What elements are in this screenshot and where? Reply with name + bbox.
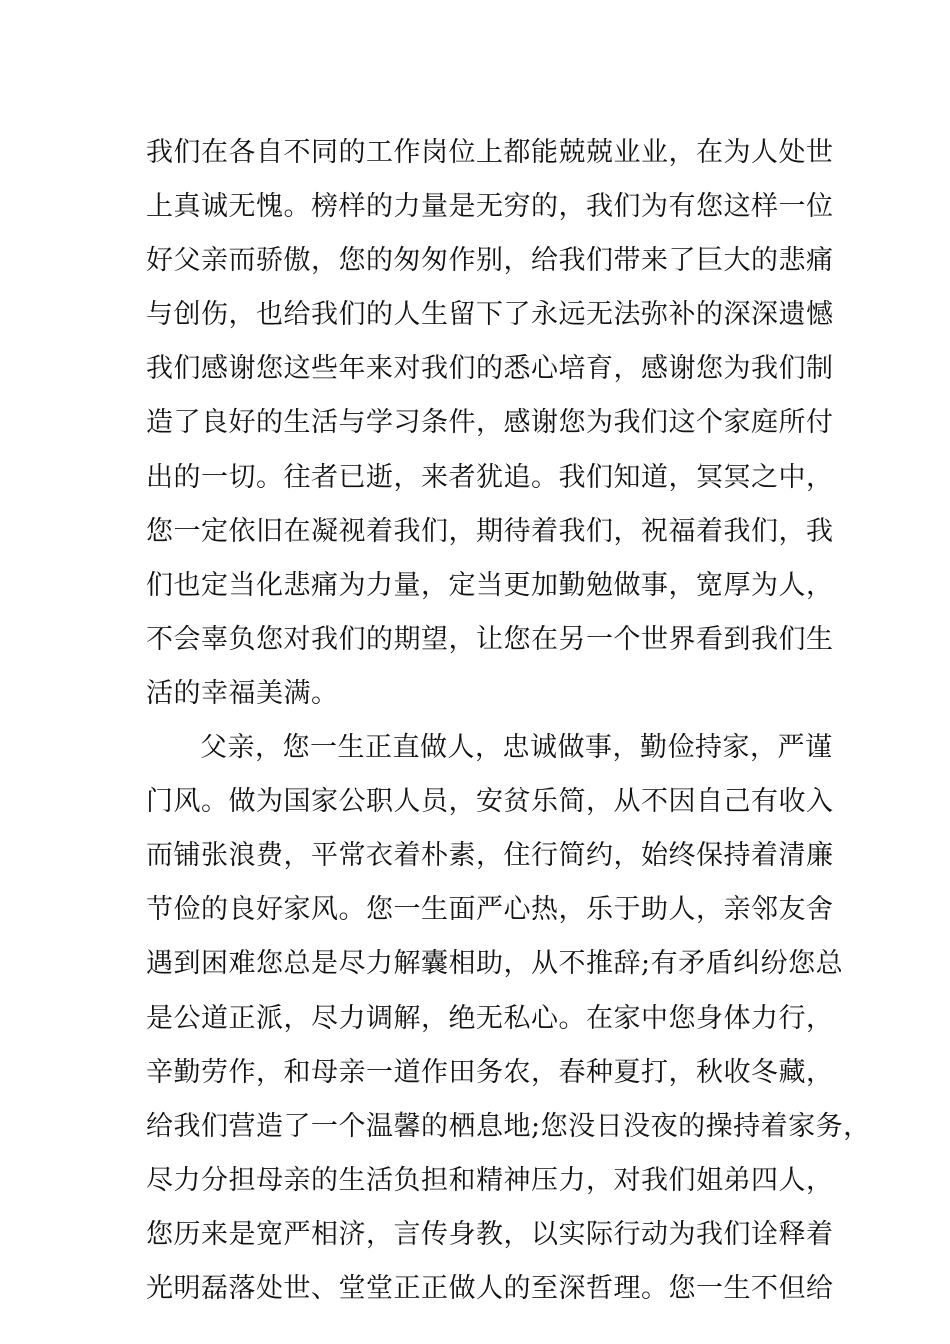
paragraph-first-line: 父亲，您一生正直做人，忠诚做事，勤俭持家，严谨 xyxy=(200,732,833,764)
text-line: 辛勤劳作，和母亲一道作田务农，春种夏打，秋收冬藏， xyxy=(146,1056,834,1088)
text-line: 而铺张浪费，平常衣着朴素，住行简约，始终保持着清廉 xyxy=(146,840,834,872)
text-line: 光明磊落处世、堂堂正正做人的至深哲理。您一生不但给 xyxy=(146,1272,834,1304)
text-line: 是公道正派，尽力调解，绝无私心。在家中您身体力行， xyxy=(146,1002,834,1034)
text-line: 我们感谢您这些年来对我们的悉心培育，感谢您为我们制 xyxy=(146,353,834,385)
text-line: 上真诚无愧。榜样的力量是无穷的，我们为有您这样一位 xyxy=(146,191,834,223)
text-line: 好父亲而骄傲，您的匆匆作别，给我们带来了巨大的悲痛 xyxy=(146,245,834,277)
text-line: 出的一切。往者已逝，来者犹追。我们知道，冥冥之中， xyxy=(146,461,834,493)
text-line: 节俭的良好家风。您一生面严心热，乐于助人，亲邻友舍 xyxy=(146,894,834,926)
text-line: 您历来是宽严相济，言传身教，以实际行动为我们诠释着 xyxy=(146,1218,834,1250)
text-line: 造了良好的生活与学习条件，感谢您为我们这个家庭所付 xyxy=(146,407,834,439)
body-text xyxy=(146,126,871,1316)
text-line: 您一定依旧在凝视着我们，期待着我们，祝福着我们，我 xyxy=(146,515,834,547)
text-line: 尽力分担母亲的生活负担和精神压力，对我们姐弟四人， xyxy=(146,1164,834,1196)
text-line: 给我们营造了一个温馨的栖息地;您没日没夜的操持着家务， xyxy=(146,1110,871,1142)
text-line: 遇到困难您总是尽力解囊相助，从不推辞;有矛盾纠纷您总 xyxy=(146,948,844,980)
text-line: 们也定当化悲痛为力量，定当更加勤勉做事，宽厚为人， xyxy=(146,569,834,601)
text-line: 门风。做为国家公职人员，安贫乐简，从不因自己有收入 xyxy=(146,786,834,818)
text-line: 不会辜负您对我们的期望，让您在另一个世界看到我们生 xyxy=(146,623,834,655)
text-line: 我们在各自不同的工作岗位上都能兢兢业业，在为人处世 xyxy=(146,137,834,168)
text-line: 活的幸福美满。 xyxy=(146,677,339,709)
text-line: 与创伤，也给我们的人生留下了永远无法弥补的深深遗憾 xyxy=(146,299,834,331)
